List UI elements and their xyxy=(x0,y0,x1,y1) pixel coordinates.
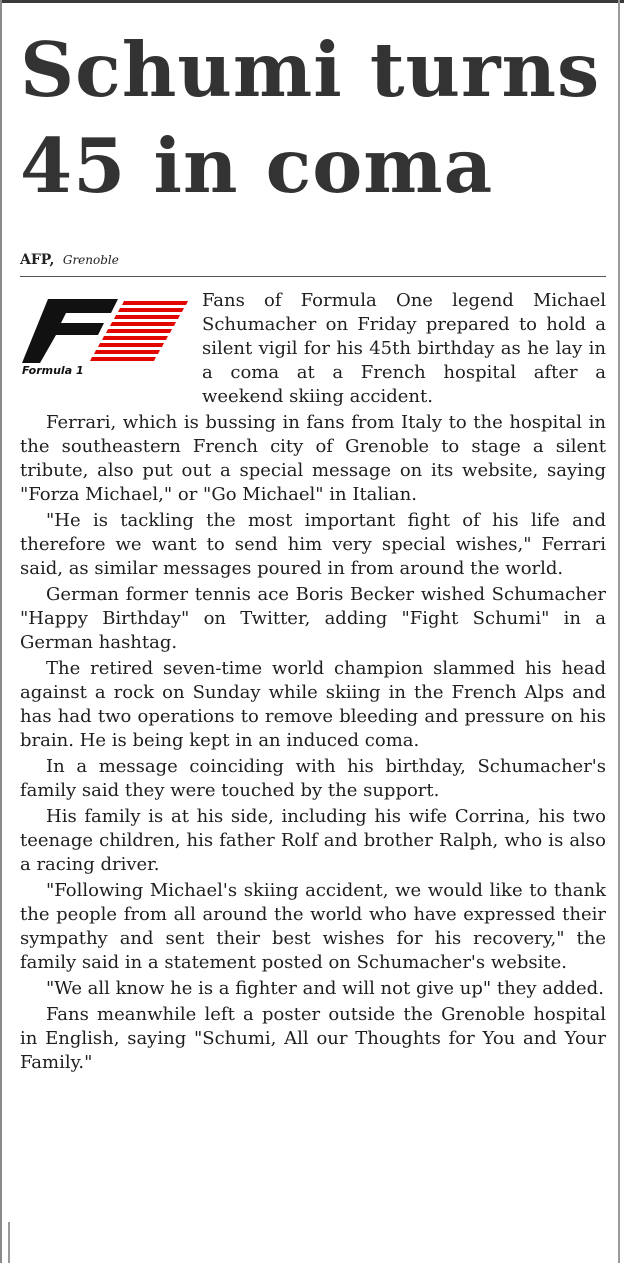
paragraph-7: His family is at his side, including his wife Corrina, his two teenage children, his father Rolf and brother Ralph, who is also a racing driver. xyxy=(20,806,606,875)
paragraph-5: The retired seven-time world champion slammed his head against a rock on Sunday while skiing in the French Alps and has had two operations to remove bleeding and pressure on his brain. He is being kept in an induced coma. xyxy=(20,658,606,751)
paragraph-4: German former tennis ace Boris Becker wished Schumacher "Happy Birthday" on Twitter, adding "Fight Schumi" in a German hashtag. xyxy=(20,584,606,653)
column-divider xyxy=(618,0,620,1263)
paragraph-1: Fans of Formula One legend Michael Schumacher on Friday prepared to hold a silent vigil for his 45th birthday as he lay in a coma at a French hospital after a weekend skiing accident. xyxy=(202,290,606,407)
page-border-top xyxy=(0,0,624,3)
paragraph-3: "He is tackling the most important fight of his life and therefore we want to send him very special wishes," Ferrari said, as similar messages poured in from around the world. xyxy=(20,510,606,579)
byline-place: Grenoble xyxy=(62,253,119,267)
formula-1-logo-icon xyxy=(20,291,190,391)
byline-agency: AFP, xyxy=(20,252,55,268)
headline-rule xyxy=(20,276,606,277)
paragraph-8: "Following Michael's skiing accident, we would like to thank the people from all around the world who have expressed their sympathy and sent their best wishes for his recovery," the family said in a statement posted on Schumacher's website. xyxy=(20,880,606,973)
page-border-left xyxy=(0,0,2,1263)
headline: Schumi turns 45 in coma xyxy=(20,26,601,210)
article-body xyxy=(20,289,606,1077)
paragraph-9: "We all know he is a fighter and will not give up" they added. xyxy=(46,978,604,999)
column-divider-left xyxy=(8,1222,10,1263)
formula-1-logo-graphic xyxy=(20,291,190,367)
paragraph-10: Fans meanwhile left a poster outside the Grenoble hospital in English, saying "Schumi, All our Thoughts for You and Your Family." xyxy=(20,1004,606,1073)
logo-wordmark: Formula 1 xyxy=(22,364,84,377)
paragraph-2: Ferrari, which is bussing in fans from Italy to the hospital in the southeastern French city of Grenoble to stage a silent tribute, also put out a special message on its website, saying "Forza Michael," or "Go Michael" in Italian. xyxy=(20,412,606,505)
byline xyxy=(20,251,119,269)
paragraph-6: In a message coinciding with his birthday, Schumacher's family said they were touched by the support. xyxy=(20,756,606,801)
